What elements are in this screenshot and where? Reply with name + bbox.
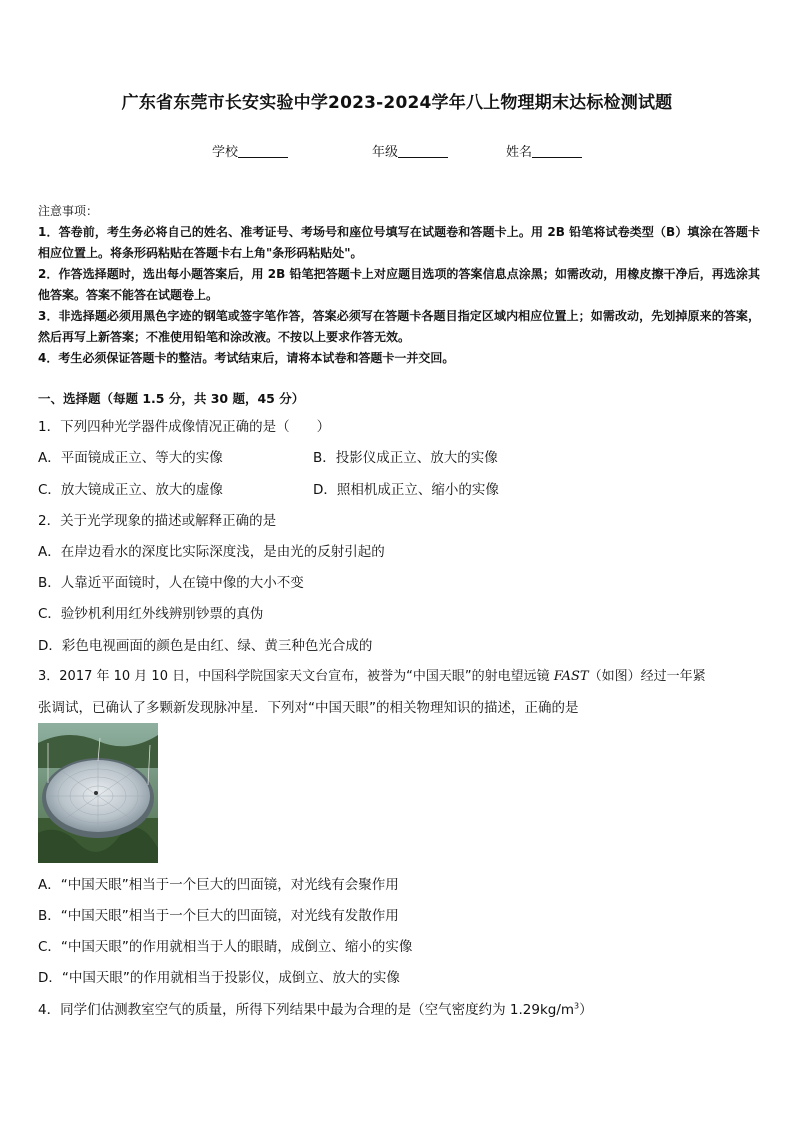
school-field[interactable] (212, 141, 288, 160)
q3-option-a[interactable]: A．“中国天眼”相当于一个巨大的凹面镜，对光线有会聚作用 (38, 877, 399, 893)
note-item: 4．考生必须保证答题卡的整洁。考试结束后，请将本试卷和答题卡一并交回。 (38, 351, 455, 365)
fast-telescope-photo (38, 723, 158, 863)
q3-option-c[interactable]: C．“中国天眼”的作用就相当于人的眼睛，成倒立、缩小的实像 (38, 939, 413, 955)
q3-stem-line1: 3．2017 年 10 月 10 日，中国科学院国家天文台宣布，被誉为“中国天眼”的射电望远镜 FAST（如图）经过一年紧 (38, 669, 706, 684)
grade-label: 年级 (372, 145, 399, 160)
q2-option-b[interactable]: B．人靠近平面镜时，人在镜中像的大小不变 (38, 575, 304, 591)
note-item: 3．非选择题必须用黑色字迹的钢笔或签字笔作答，答案必须写在答题卡各题目指定区域内相应位置上；如需改动，先划掉原来的答案，然后再写上新答案；不准使用铅笔和涂改液。不按以上要求作答无效。 (38, 309, 760, 344)
name-field[interactable] (506, 141, 582, 160)
q3-option-b[interactable]: B．“中国天眼”相当于一个巨大的凹面镜，对光线有发散作用 (38, 908, 399, 924)
notes-heading: 注意事项： (38, 204, 99, 218)
q2-stem: 2．关于光学现象的描述或解释正确的是 (38, 513, 277, 529)
school-blank[interactable] (238, 144, 288, 158)
grade-blank[interactable] (398, 144, 448, 158)
note-item: 2．作答选择题时，选出每小题答案后，用 2B 铅笔把答题卡上对应题目选项的答案信息点涂黑；如需改动，用橡皮擦干净后，再选涂其他答案。答案不能答在试题卷上。 (38, 267, 760, 302)
q2-option-a[interactable]: A．在岸边看水的深度比实际深度浅，是由光的反射引起的 (38, 544, 385, 560)
q2-option-d[interactable]: D．彩色电视画面的颜色是由红、绿、黄三种色光合成的 (38, 638, 373, 654)
name-label: 姓名 (506, 145, 533, 160)
name-blank[interactable] (532, 144, 582, 158)
q1-option-b[interactable]: B．投影仪成正立、放大的实像 (313, 450, 498, 466)
q3-stem-line2: 张调试，已确认了多颗新发现脉冲星．下列对“中国天眼”的相关物理知识的描述，正确的是 (38, 700, 579, 716)
grade-field[interactable] (372, 141, 448, 160)
notes-block (38, 201, 760, 369)
q1-option-c[interactable]: C．放大镜成正立、放大的虚像 (38, 482, 223, 498)
fast-label: FAST (553, 669, 589, 684)
q3-option-d[interactable]: D．“中国天眼”的作用就相当于投影仪，成倒立、放大的实像 (38, 970, 400, 986)
note-item: 1．答卷前，考生务必将自己的姓名、准考证号、考场号和座位号填写在试题卷和答题卡上。用 2B 铅笔将试卷类型（B）填涂在答题卡相应位置上。将条形码粘贴在答题卡右上角"条形码粘贴处"。 (38, 225, 760, 260)
q2-option-c[interactable]: C．验钞机利用红外线辨别钞票的真伪 (38, 606, 264, 622)
q1-stem: 1．下列四种光学器件成像情况正确的是（ ） (38, 419, 331, 435)
exam-title: 广东省东莞市长安实验中学2023-2024学年八上物理期末达标检测试题 (121, 93, 673, 113)
q4-stem: 4．同学们估测教室空气的质量，所得下列结果中最为合理的是（空气密度约为 $1.29kg/m^3$） (38, 1001, 593, 1018)
q1-option-a[interactable]: A．平面镜成正立、等大的实像 (38, 450, 223, 466)
section-heading: 一、选择题（每题 1.5 分，共 30 题，45 分） (38, 391, 305, 406)
school-label: 学校 (212, 145, 239, 160)
q1-option-d[interactable]: D．照相机成正立、缩小的实像 (313, 482, 499, 498)
